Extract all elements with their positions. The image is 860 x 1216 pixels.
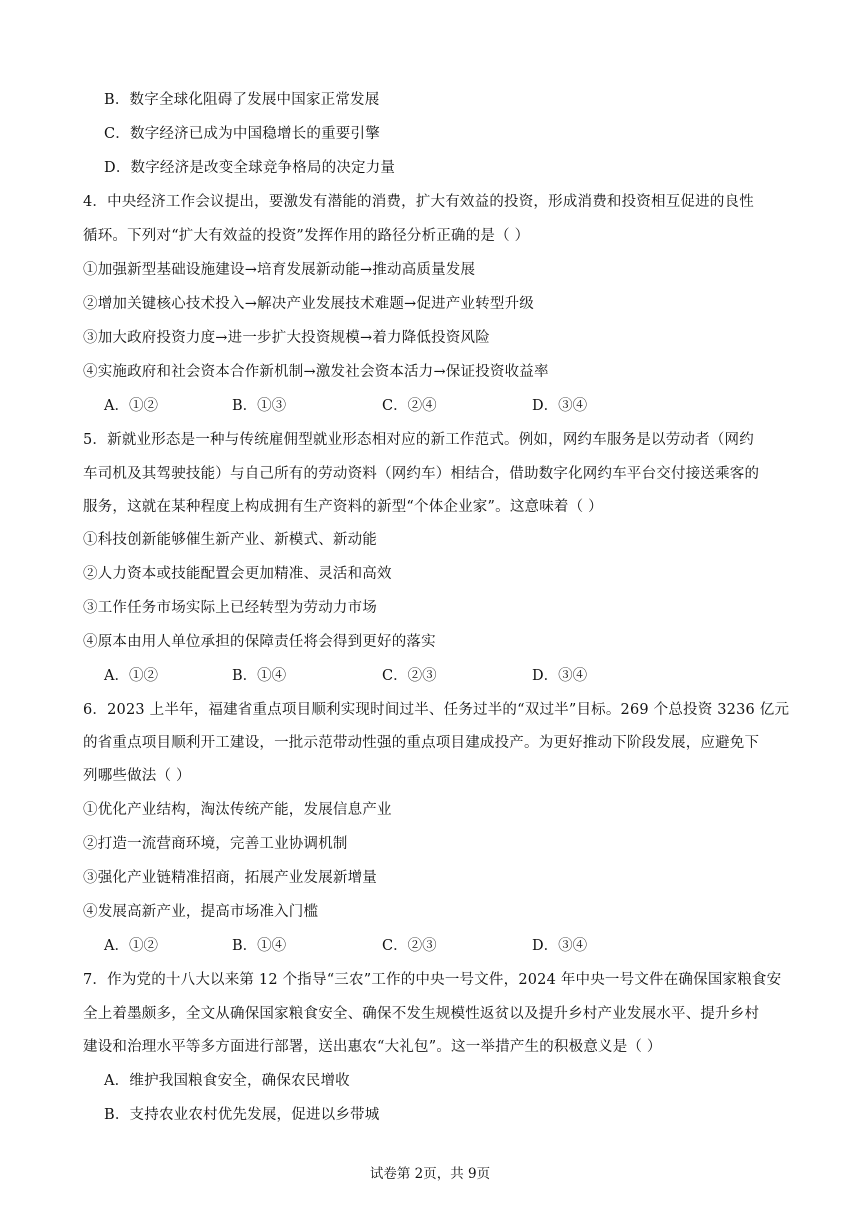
- q7-stem-line2: 全上着墨颇多，全文从确保国家粮食安全、确保不发生规模性返贫以及提升乡村产业发展水平、提升乡村: [83, 1006, 760, 1022]
- q6-option-d: D．③④: [532, 938, 588, 954]
- q6-stem-line1: 6．2023 上半年，福建省重点项目顺利实现时间过半、任务过半的“双过半”目标。269 个总投资 3236 亿元: [83, 702, 790, 718]
- q4-stem-line1: 4．中央经济工作会议提出，要激发有潜能的消费，扩大有效益的投资，形成消费和投资相互促进的良性: [83, 194, 754, 210]
- q6-option-c: C．②③: [382, 938, 437, 954]
- q3-option-c: C．数字经济已成为中国稳增长的重要引擎: [104, 126, 380, 142]
- q4-option-d: D．③④: [532, 398, 588, 414]
- q5-item-2: ②人力资本或技能配置会更加精准、灵活和高效: [83, 566, 392, 582]
- q5-stem-line1: 5．新就业形态是一种与传统雇佣型就业形态相对应的新工作范式。例如，网约车服务是以劳动者（网约: [83, 432, 754, 448]
- q4-item-3: ③加大政府投资力度→进一步扩大投资规模→着力降低投资风险: [83, 330, 490, 346]
- q4-option-a: A．①②: [104, 398, 158, 414]
- q7-option-b: B．支持农业农村优先发展，促进以乡带城: [104, 1107, 380, 1123]
- q5-item-1: ①科技创新能够催生新产业、新模式、新动能: [83, 532, 377, 548]
- q5-option-c: C．②③: [382, 668, 437, 684]
- q6-stem-line2: 的省重点项目顺利开工建设，一批示范带动性强的重点项目建成投产。为更好推动下阶段发展，应避免下: [83, 735, 760, 751]
- q7-option-a: A．维护我国粮食安全，确保农民增收: [104, 1073, 350, 1089]
- q6-option-b: B．①④: [232, 938, 287, 954]
- q4-stem-line2: 循环。下列对“扩大有效益的投资”发挥作用的路径分析正确的是（ ）: [83, 228, 530, 244]
- q5-stem-line3: 服务，这就在某种程度上构成拥有生产资料的新型“个体企业家”。这意味着（ ）: [83, 499, 603, 515]
- q5-stem-line2: 车司机及其驾驶技能）与自己所有的劳动资料（网约车）相结合，借助数字化网约车平台交付接送乘客的: [83, 466, 760, 482]
- q7-stem-line1: 7．作为党的十八大以来第 12 个指导“三农”工作的中央一号文件，2024 年中央一号文件在确保国家粮食安: [83, 972, 782, 988]
- q6-stem-line3: 列哪些做法（ ）: [83, 768, 191, 784]
- q6-item-1: ①优化产业结构，淘汰传统产能，发展信息产业: [83, 802, 392, 818]
- page-footer: 试卷第 2页，共 9页: [369, 1166, 491, 1182]
- q3-option-d: D．数字经济是改变全球竞争格局的决定力量: [104, 160, 396, 176]
- q4-option-c: C．②④: [382, 398, 437, 414]
- q5-option-b: B．①④: [232, 668, 287, 684]
- q7-stem-line3: 建设和治理水平等多方面进行部署，送出惠农“大礼包”。这一举措产生的积极意义是（ ）: [83, 1039, 662, 1055]
- q5-item-3: ③工作任务市场实际上已经转型为劳动力市场: [83, 600, 377, 616]
- q4-option-b: B．①③: [232, 398, 287, 414]
- q6-item-4: ④发展高新产业，提高市场准入门槛: [83, 904, 319, 920]
- q4-item-4: ④实施政府和社会资本合作新机制→激发社会资本活力→保证投资收益率: [83, 364, 549, 380]
- q5-option-d: D．③④: [532, 668, 588, 684]
- q4-item-1: ①加强新型基础设施建设→培育发展新动能→推动高质量发展: [83, 262, 476, 278]
- q6-option-a: A．①②: [104, 938, 158, 954]
- q3-option-b: B．数字全球化阻碍了发展中国家正常发展: [104, 92, 380, 108]
- q5-option-a: A．①②: [104, 668, 158, 684]
- q4-item-2: ②增加关键核心技术投入→解决产业发展技术难题→促进产业转型升级: [83, 296, 534, 312]
- q5-item-4: ④原本由用人单位承担的保障责任将会得到更好的落实: [83, 634, 436, 650]
- q6-item-3: ③强化产业链精准招商，拓展产业发展新增量: [83, 870, 377, 886]
- q6-item-2: ②打造一流营商环境，完善工业协调机制: [83, 836, 348, 852]
